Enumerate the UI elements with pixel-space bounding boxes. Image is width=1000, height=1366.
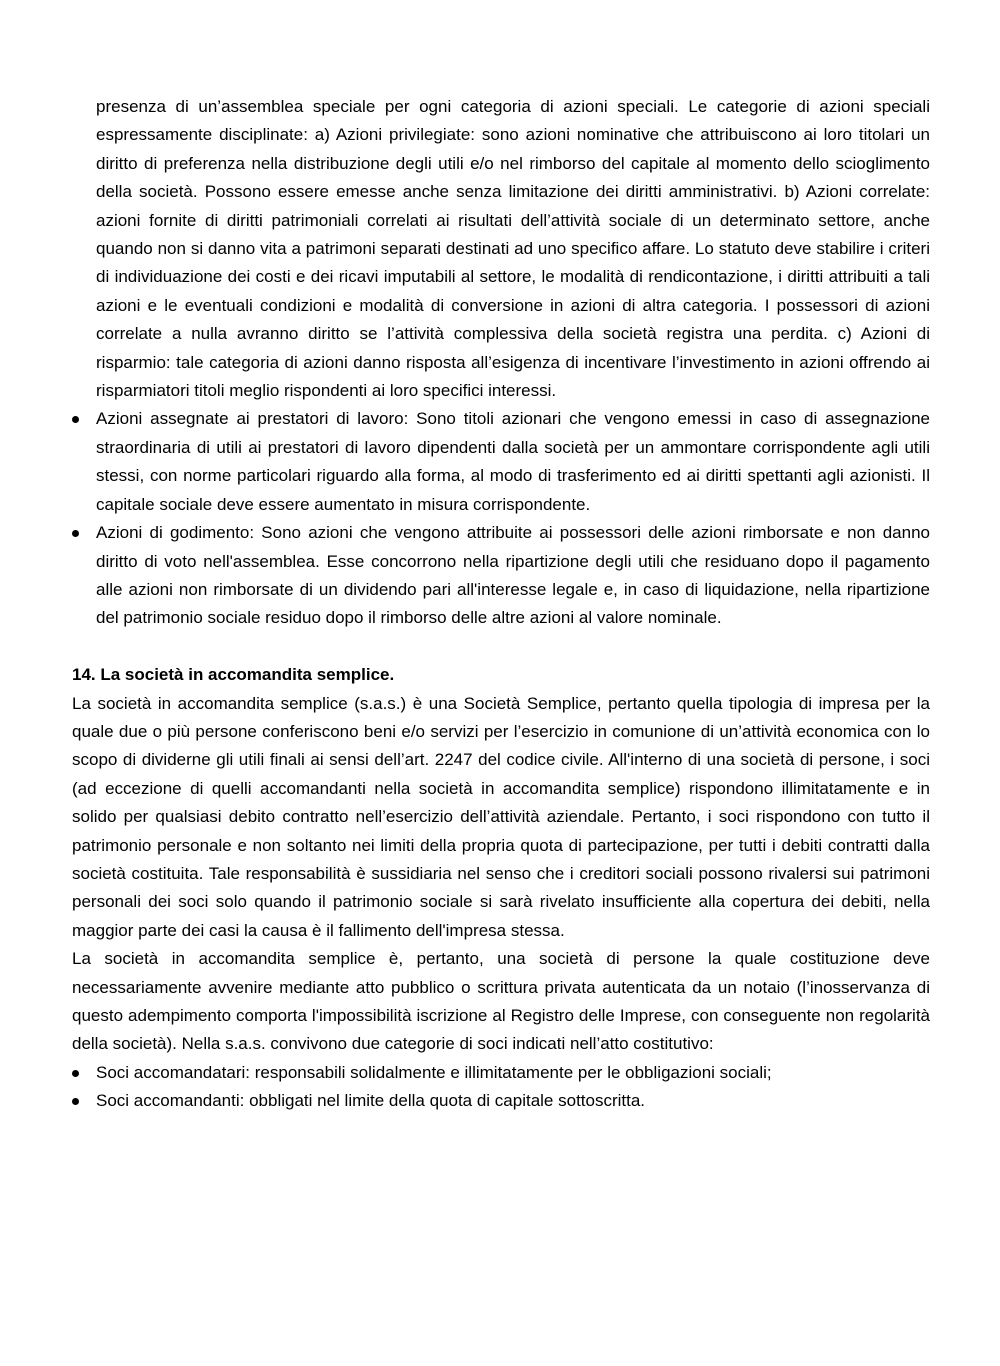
list-item (96, 519, 930, 633)
list-item-text: Azioni di godimento: Sono azioni che vengono attribuite ai possessori delle azioni rimborsate e non danno diritto di voto nell'assemblea. Esse concorrono nella ripartizione degli utili che residuano dopo il pagamento alle azioni non rimborsate di un dividendo pari all'interesse legale e, in caso di liquidazione, nella ripartizione del patrimonio sociale residuo dopo il rimborso delle altre azioni al valore nominale. (96, 523, 930, 628)
list-item (96, 1059, 930, 1087)
intro-paragraph: presenza di un’assemblea speciale per ogni categoria di azioni speciali. Le categorie di azioni speciali espressamente disciplinate: a) Azioni privilegiate: sono azioni nominative che attribuiscono ai loro titolari un diritto di preferenza nella distribuzione degli utili e/o nel rimborso del capitale al momento dello scioglimento della società. Possono essere emesse anche senza limitazione dei diritti amministrativi. b) Azioni correlate: azioni fornite di diritti patrimoniali correlati ai risultati dell’attività sociale di un determinato settore, anche quando non si danno vita a patrimoni separati destinati ad uno specifico affare. Lo statuto deve stabilire i criteri di individuazione dei costi e dei ricavi imputabili al settore, le modalità di rendicontazione, i diritti attribuiti a tali azioni e le eventuali condizioni e modalità di conversione in azioni di altra categoria. I possessori di azioni correlate a nulla avranno diritto se l’attività complessiva della società registra una perdita. c) Azioni di risparmio: tale categoria di azioni danno risposta all’esigenza di incentivare l’investimento in azioni offrendo ai risparmiatori titoli meglio rispondenti ai loro specifici interessi. (96, 97, 930, 401)
list-item-text: Azioni assegnate ai prestatori di lavoro: Sono titoli azionari che vengono emessi in caso di assegnazione straordinaria di utili ai prestatori di lavoro dipendenti dalla società per un ammontare corrispondente agli utili stessi, con norme particolari riguardo alla forma, al modo di trasferimento ed ai diritti spettanti agli azionisti. Il capitale sociale deve essere aumentato in misura corrispondente. (96, 409, 930, 514)
list-item-text: Soci accomandanti: obbligati nel limite della quota di capitale sottoscritta. (96, 1091, 646, 1111)
spacer (72, 633, 930, 661)
list-item (96, 1087, 930, 1115)
section-paragraph: La società in accomandita semplice è, pertanto, una società di persone la quale costituzione deve necessariamente avvenire mediante atto pubblico o scrittura privata autenticata da un notaio (l’inosservanza di questo adempimento comporta l'impossibilità iscrizione al Registro delle Imprese, con conseguente non regolarità della società). Nella s.a.s. convivono due categorie di soci indicati nell’atto costitutivo: (72, 949, 930, 1054)
list-item-text: Soci accomandatari: responsabili solidalmente e illimitatamente per le obbligazioni sociali; (96, 1062, 772, 1082)
list-item (96, 405, 930, 519)
section-heading: 14. La società in accomandita semplice. (72, 665, 395, 685)
document-page (72, 93, 930, 1116)
section-paragraph: La società in accomandita semplice (s.a.s.) è una Società Semplice, pertanto quella tipologia di impresa per la quale due o più persone conferiscono beni e/o servizi per l’esercizio in comunione di un’attività economica con lo scopo di dividerne gli utili finali ai sensi dell’art. 2247 del codice civile. All'interno di una società di persone, i soci (ad eccezione di quelli accomandanti nella società in accomandita semplice) rispondono illimitatamente e in solido per qualsiasi debito contratto nell’esercizio dell’attività aziendale. Pertanto, i soci rispondono con tutto il patrimonio personale e non soltanto nei limiti della propria quota di partecipazione, per tutti i debiti contratti dalla società costituita. Tale responsabilità è sussidiaria nel senso che i creditori sociali possono rivalersi sui patrimoni personali dei soci solo quando il patrimonio sociale si sarà rivelato insufficiente alla copertura dei debiti, nella maggior parte dei casi la causa è il fallimento dell'impresa stessa. (72, 693, 930, 940)
